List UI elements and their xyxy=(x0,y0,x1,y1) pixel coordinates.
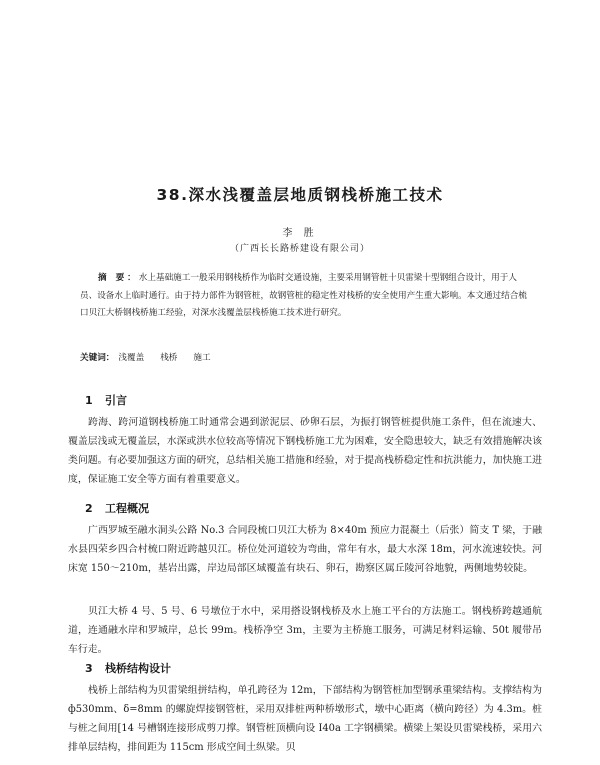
author-affiliation: （广西长长路桥建设有限公司） xyxy=(229,244,370,254)
paper-title: 38.深水浅覆盖层地质钢栈桥施工技术 xyxy=(156,186,444,204)
section-title: 栈桥结构设计 xyxy=(105,662,171,675)
keyword: 栈桥 xyxy=(160,353,178,363)
body-paragraph: 栈桥上部结构为贝雷梁组拼结构，单孔跨径为 12m，下部结构为钢管桩加型钢承重梁结构。支撑结构为 ф530mm、δ=8mm 的螺旋焊接钢管桩，采用双排桩两种桥墩形式，墩中心距离（横向跨径）为 4.3m。桩与桩之间用[14 号槽钢连接形成剪刀撑。钢管桩顶横向设 I40a 工字钢横梁。横梁上架设贝雷梁栈桥，采用六排单层结构，排间距为 115cm 形成空间土纵梁。贝 xyxy=(68,685,542,753)
keyword: 施工 xyxy=(193,353,211,363)
body-paragraph: 贝江大桥 4 号、5 号、6 号墩位于水中，采用搭设钢栈桥及水上施工平台的方法施工。钢栈桥跨越通航道，连通融水岸和罗城岸，总长 99m。栈桥净空 3m，主要为主桥施工服务，可满足材料运输、50t 履带吊车行走。 xyxy=(68,606,542,655)
abstract xyxy=(80,270,530,323)
section-heading-trestle-design xyxy=(85,660,171,676)
body-paragraph: 跨海、跨河道钢栈桥施工时通常会遇到淤泥层、砂卵石层，为振打钢管桩提供施工条件，但在流速大、覆盖层浅或无覆盖层，水深或洪水位较高等情况下钢栈桥施工尤为困难，安全隐患较大，缺乏有效措施解决该类问题。有必要加强这方面的研究，总结相关施工措施和经验，对于提高栈桥稳定性和抗洪能力，加快施工进度，保证施工安全等方面有着重要意义。 xyxy=(68,417,543,485)
section-title: 工程概况 xyxy=(105,502,149,515)
body-paragraph: 广西罗城至融水洞头公路 No.3 合同段梳口贝江大桥为 8×40m 预应力混凝土（后张）简支 T 梁，于融水县四荣乡四合村梳口附近跨越贝江。桥位处河道较为弯曲，常年有水，最大水深 18m，河水流速较快。河床宽 150～210m，基岩出露，岸边局部区域覆盖有块石、卵石，勘察区属丘陵河谷地貌，两侧地势较陡。 xyxy=(68,525,542,574)
section-number: 1 xyxy=(85,394,93,407)
section-heading-introduction xyxy=(85,392,127,408)
section-number: 3 xyxy=(85,662,93,675)
abstract-label: 摘 要： xyxy=(98,273,139,283)
keyword: 浅覆盖 xyxy=(118,353,145,363)
section-heading-project-overview xyxy=(85,500,149,516)
author-name: 李 胜 xyxy=(282,228,318,239)
abstract-text: 水上基础施工一般采用钢栈桥作为临时交通设施，主要采用钢管桩十贝雷梁十型钢组合设计，用于人员、设备水上临时通行。由于持力部件为钢管桩，故钢管桩的稳定性对栈桥的安全使用产生重大影响。本文通过结合梳口贝江大桥钢栈桥施工经验，对深水浅覆盖层栈桥施工技术进行研究。 xyxy=(80,273,527,318)
keywords xyxy=(80,350,530,367)
section-title: 引言 xyxy=(105,394,127,407)
section-number: 2 xyxy=(85,502,93,515)
keywords-label: 关键词： xyxy=(80,353,115,363)
